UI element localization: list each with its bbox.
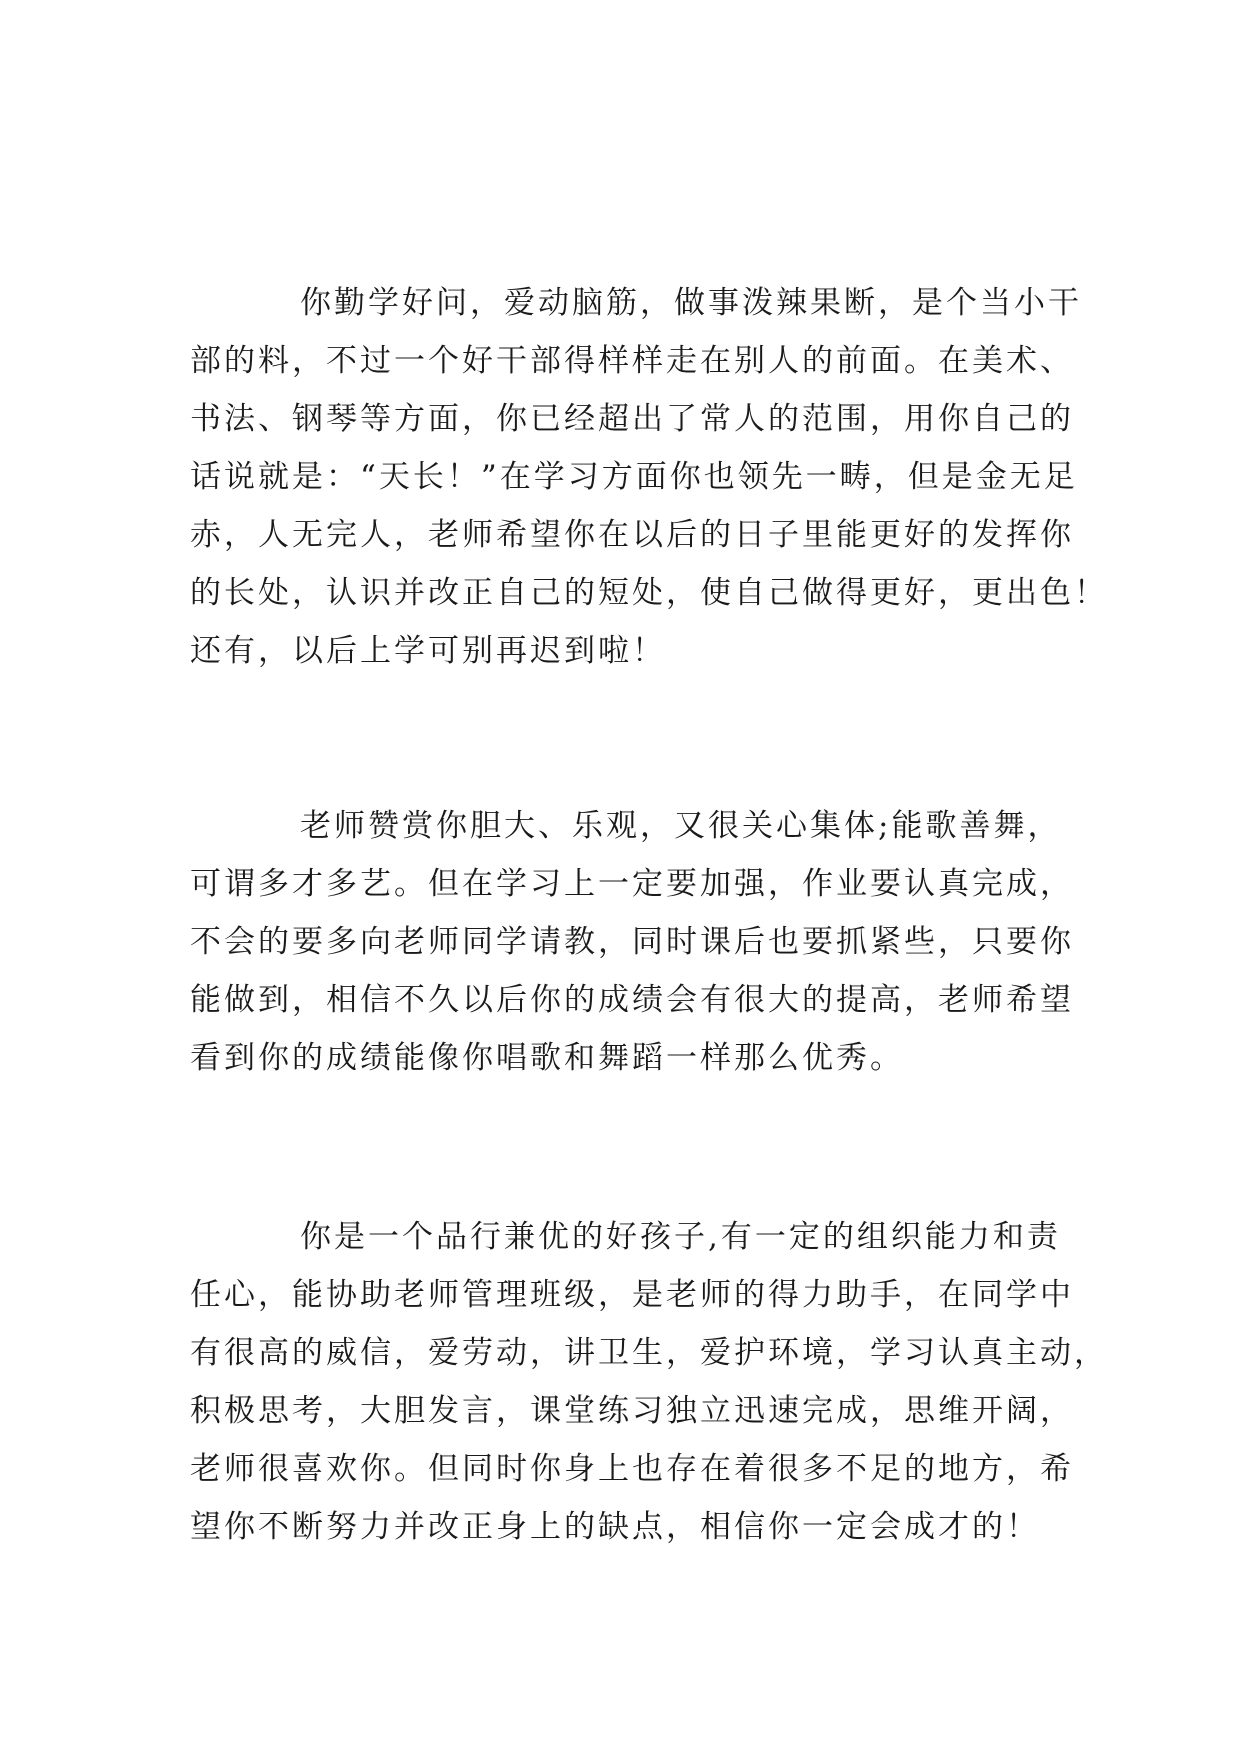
text-line: 赤，人无完人，老师希望你在以后的日子里能更好的发挥你	[190, 517, 1074, 553]
text-line: 有很高的威信，爱劳动，讲卫生，爱护环境，学习认真主动，	[190, 1335, 1108, 1371]
text-line: 能做到，相信不久以后你的成绩会有很大的提高，老师希望	[190, 982, 1074, 1018]
text-line: 书法、钢琴等方面，你已经超出了常人的范围，用你自己的	[190, 401, 1074, 437]
text-line: 看到你的成绩能像你唱歌和舞蹈一样那么优秀。	[190, 1040, 904, 1076]
text-line: 还有，以后上学可别再迟到啦！	[190, 633, 666, 669]
text-line: 部的料，不过一个好干部得样样走在别人的前面。在美术、	[190, 343, 1074, 379]
comment-paragraph-2	[190, 797, 1074, 1087]
text-line: 你勤学好问，爱动脑筋，做事泼辣果断，是个当小干	[300, 285, 1082, 321]
text-line: 积极思考，大胆发言，课堂练习独立迅速完成，思维开阔，	[190, 1393, 1074, 1429]
text-line: 话说就是：“天长！”在学习方面你也领先一畴，但是金无足	[190, 459, 1078, 495]
text-line: 的长处，认识并改正自己的短处，使自己做得更好，更出色！	[190, 575, 1108, 611]
text-line: 可谓多才多艺。但在学习上一定要加强，作业要认真完成，	[190, 866, 1074, 902]
text-line: 不会的要多向老师同学请教，同时课后也要抓紧些，只要你	[190, 924, 1074, 960]
comment-paragraph-1	[190, 274, 1108, 680]
comment-paragraph-3	[190, 1208, 1108, 1556]
text-line: 任心，能协助老师管理班级，是老师的得力助手，在同学中	[190, 1277, 1074, 1313]
text-line: 老师赞赏你胆大、乐观，又很关心集体;能歌善舞，	[300, 808, 1062, 844]
text-line: 你是一个品行兼优的好孩子,有一定的组织能力和责	[300, 1219, 1061, 1255]
text-line: 老师很喜欢你。但同时你身上也存在着很多不足的地方，希	[190, 1451, 1074, 1487]
text-line: 望你不断努力并改正身上的缺点，相信你一定会成才的！	[190, 1509, 1040, 1545]
